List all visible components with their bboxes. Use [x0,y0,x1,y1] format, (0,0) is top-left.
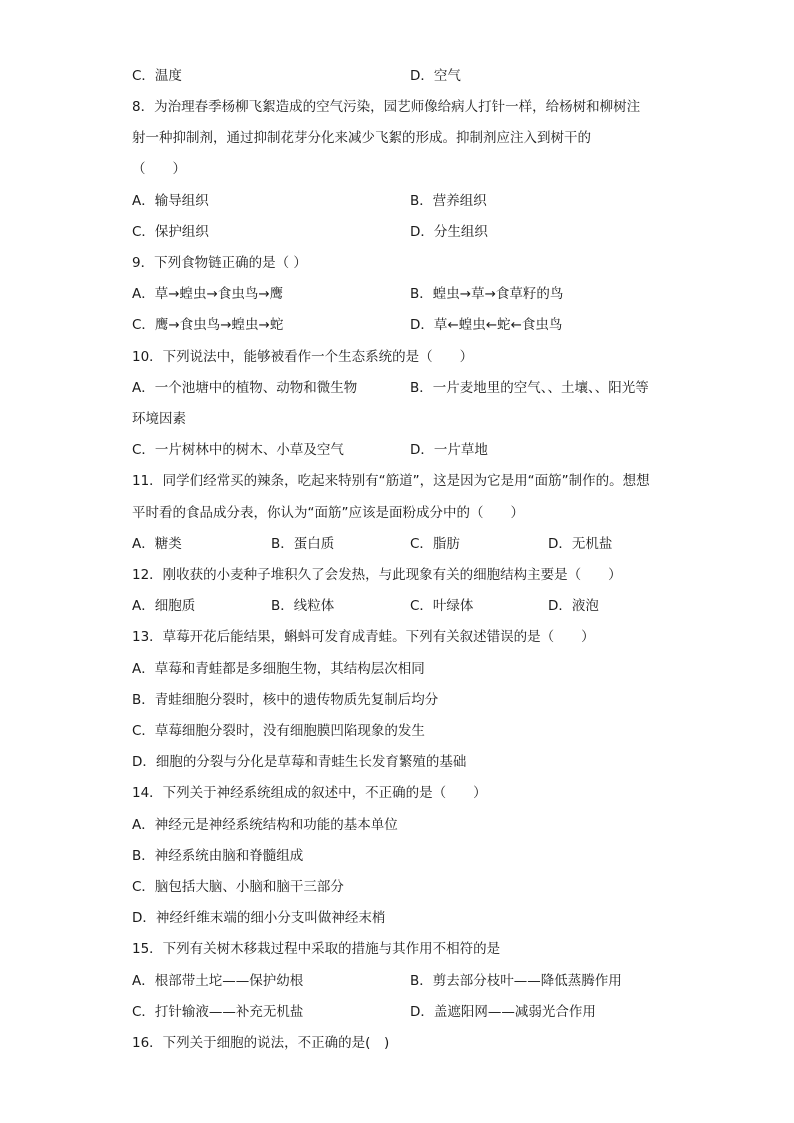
q12-option-d: D．液泡 [548,598,599,614]
q14-stem: 14．下列关于神经系统组成的叙述中，不正确的是（ ） [132,785,487,801]
q14-option-b: B．神经系统由脑和脊髓组成 [132,848,304,864]
q10-option-b: B．一片麦地里的空气、、土壤、、阳光等 [410,380,649,396]
q15-stem: 15．下列有关树木移栽过程中采取的措施与其作用不相符的是 [132,941,501,957]
q15-option-b: B．剪去部分枝叶——降低蒸腾作用 [410,973,622,989]
q8-answer-blank: （ ） [132,161,186,177]
q12-option-b: B．线粒体 [271,598,335,614]
q9-option-b: B．蝗虫→草→食草籽的鸟 [410,286,564,302]
q11-option-b: B．蛋白质 [271,536,335,552]
q11-option-d: D．无机盐 [548,536,613,552]
q10-option-c: C．一片树林中的树木、小草及空气 [132,442,344,458]
q10-option-a: A．一个池塘中的植物、动物和微生物 [132,380,358,396]
q8-stem-line2: 射一种抑制剂，通过抑制花芽分化来减少飞絮的形成。抑制剂应注入到树干的 [132,130,591,146]
q7-option-d: D．空气 [410,68,461,84]
q15-option-c: C．打针输液——补充无机盐 [132,1004,304,1020]
q9-option-d: D．草←蝗虫←蛇←食虫鸟 [410,317,563,333]
q10-option-b-continued: 环境因素 [132,411,186,427]
q13-option-a: A．草莓和青蛙都是多细胞生物，其结构层次相同 [132,661,425,677]
q10-stem: 10．下列说法中，能够被看作一个生态系统的是（ ） [132,349,474,365]
q11-stem-line2: 平时看的食品成分表，你认为“面筋”应该是面粉成分中的（ ） [132,505,524,521]
q16-stem: 16．下列关于细胞的说法，不正确的是( ) [132,1035,390,1051]
q13-option-b: B．青蛙细胞分裂时，核中的遗传物质先复制后均分 [132,692,439,708]
q15-option-d: D．盖遮阳网——减弱光合作用 [410,1004,596,1020]
q14-option-d: D．神经纤维末端的细小分支叫做神经末梢 [132,910,386,926]
q8-option-c: C．保护组织 [132,224,209,240]
q8-option-a: A．输导组织 [132,193,209,209]
q13-stem: 13．草莓开花后能结果，蝌蚪可发育成青蛙。下列有关叙述错误的是（ ） [132,629,595,645]
q12-option-a: A．细胞质 [132,598,196,614]
q13-option-c: C．草莓细胞分裂时，没有细胞膜凹陷现象的发生 [132,723,425,739]
q11-option-a: A．糖类 [132,536,182,552]
q14-option-c: C．脑包括大脑、小脑和脑干三部分 [132,879,344,895]
q9-option-c: C．鹰→食虫鸟→蝗虫→蛇 [132,317,284,333]
q13-option-d: D．细胞的分裂与分化是草莓和青蛙生长发育繁殖的基础 [132,754,467,770]
q15-option-a: A．根部带土坨——保护幼根 [132,973,304,989]
q8-option-b: B．营养组织 [410,193,487,209]
q9-stem: 9．下列食物链正确的是（ ） [132,255,307,271]
q7-option-c: C．温度 [132,68,182,84]
q12-stem: 12．刚收获的小麦种子堆积久了会发热，与此现象有关的细胞结构主要是（ ） [132,567,622,583]
q8-option-d: D．分生组织 [410,224,488,240]
q10-option-d: D．一片草地 [410,442,488,458]
q14-option-a: A．神经元是神经系统结构和功能的基本单位 [132,817,398,833]
q11-stem-line1: 11．同学们经常买的辣条，吃起来特别有“筋道”，这是因为它是用“面筋”制作的。想想 [132,473,650,489]
q9-option-a: A．草→蝗虫→食虫鸟→鹰 [132,286,284,302]
q8-stem-line1: 8．为治理春季杨柳飞絮造成的空气污染，园艺师像给病人打针一样，给杨树和柳树注 [132,99,641,115]
q12-option-c: C．叶绿体 [410,598,474,614]
q11-option-c: C．脂肪 [410,536,460,552]
